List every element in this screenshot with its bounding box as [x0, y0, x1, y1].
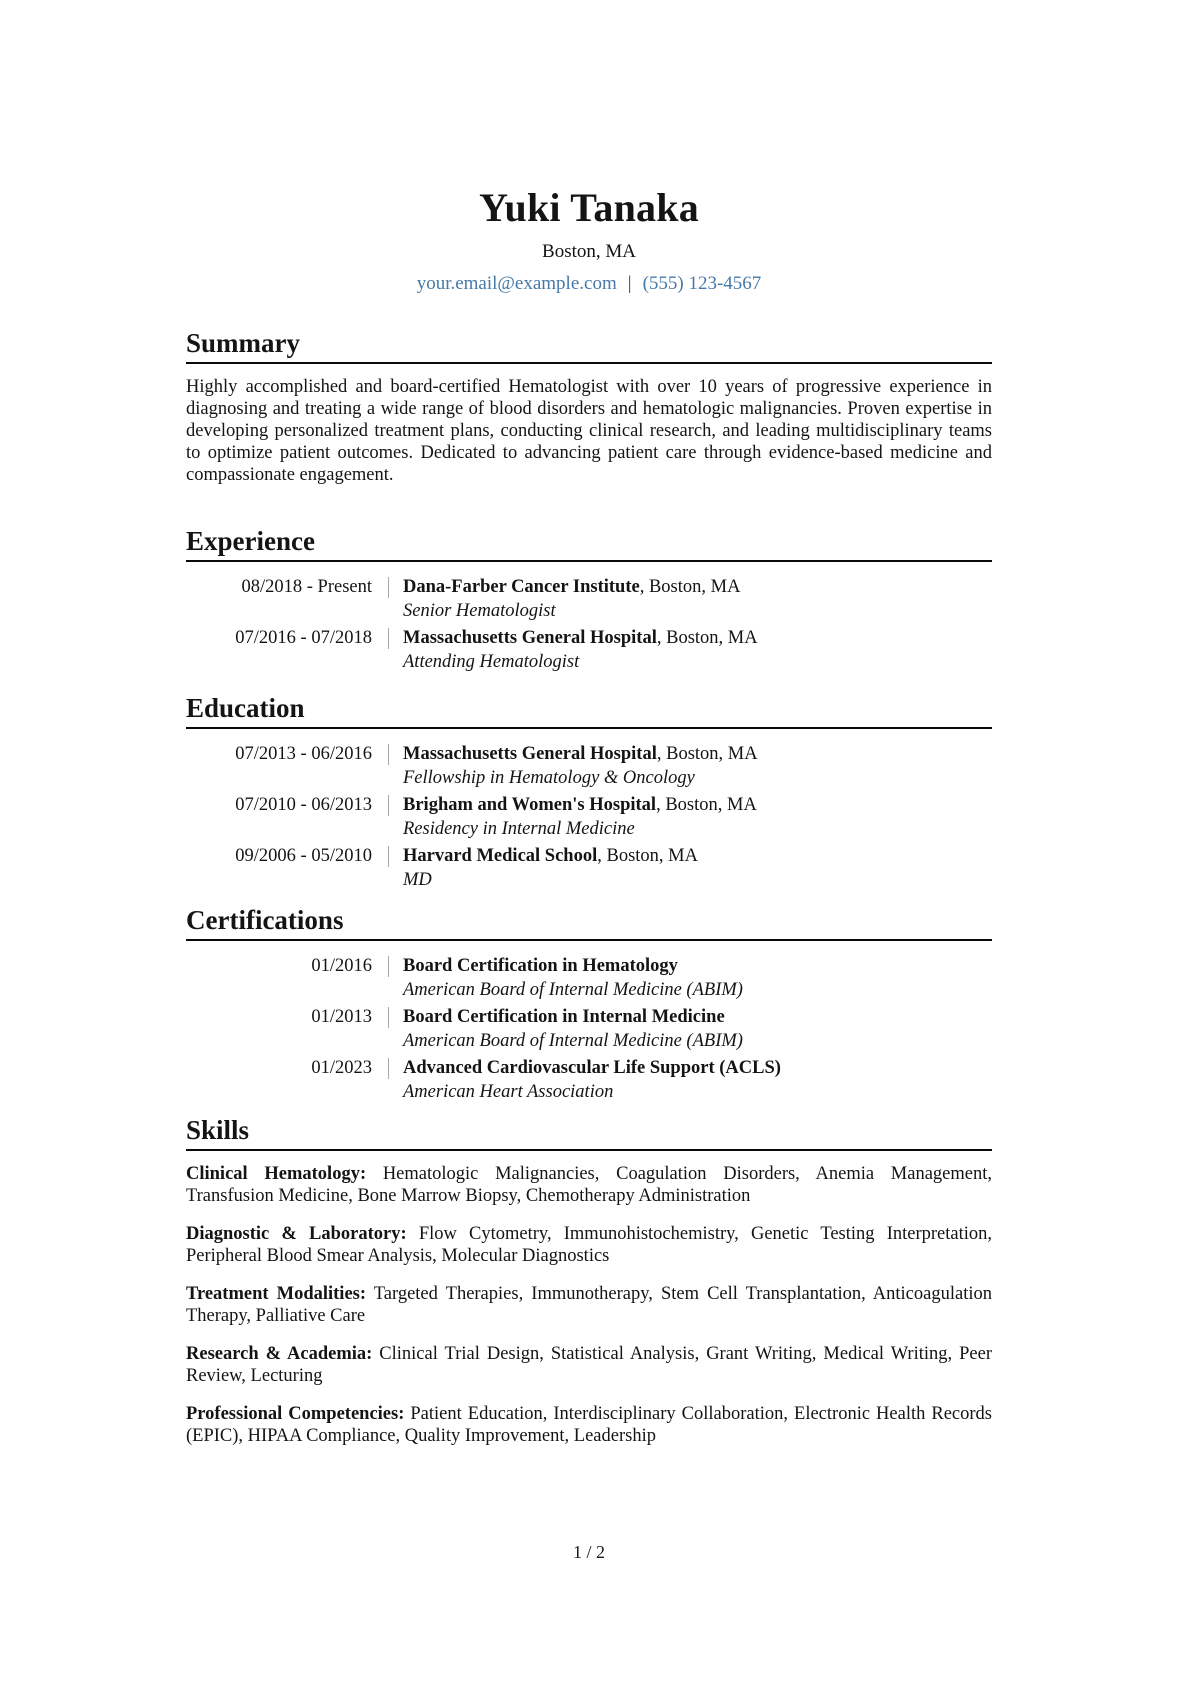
- entry-date: 01/2016: [311, 956, 372, 976]
- certification-entry: [186, 954, 992, 1002]
- certification-name: Advanced Cardiovascular Life Support (ACLS): [403, 1058, 781, 1078]
- entry-location: , Boston, MA: [656, 744, 758, 764]
- entry-title-line: [403, 742, 992, 766]
- education-entry: [186, 844, 992, 892]
- entry-location: , Boston, MA: [597, 846, 698, 866]
- entry-degree: MD: [403, 870, 432, 890]
- page-number: 1 / 2: [572, 1542, 605, 1562]
- section-education: [186, 695, 992, 895]
- skill-category-label: Professional Competencies:: [186, 1404, 405, 1424]
- skill-category-label: Research & Academia:: [186, 1344, 373, 1364]
- entry-title-line: [403, 575, 992, 599]
- entry-degree: Fellowship in Hematology & Oncology: [403, 768, 695, 788]
- entry-divider: [372, 844, 403, 892]
- skill-item: [186, 1343, 992, 1387]
- skills-list: [186, 1163, 992, 1447]
- resume-content: [186, 0, 992, 1683]
- entry-title-line: [403, 1056, 992, 1080]
- entry-date: 07/2016 - 07/2018: [235, 628, 372, 648]
- entry-date: 01/2023: [311, 1058, 372, 1078]
- contact-separator: |: [627, 273, 632, 294]
- entry-location: , Boston, MA: [656, 795, 757, 815]
- section-skills: [186, 1117, 992, 1447]
- entry-location: , Boston, MA: [639, 577, 741, 597]
- certification-entries: [186, 954, 992, 1104]
- section-certifications: [186, 907, 992, 1107]
- experience-entry: [186, 626, 992, 674]
- person-location: Boston, MA: [542, 241, 636, 262]
- entry-title-line: [403, 1005, 992, 1029]
- education-title: Education: [186, 695, 992, 729]
- entry-date: 01/2013: [311, 1007, 372, 1027]
- resume-header: [186, 185, 992, 294]
- skill-category-label: Diagnostic & Laboratory:: [186, 1224, 407, 1244]
- skill-category-label: Treatment Modalities:: [186, 1284, 367, 1304]
- skills-title: Skills: [186, 1117, 992, 1151]
- entry-date: 08/2018 - Present: [241, 577, 372, 597]
- entry-divider: [372, 954, 403, 1002]
- education-entry: [186, 793, 992, 841]
- entry-organization: Massachusetts General Hospital: [403, 628, 657, 648]
- certification-issuer: American Heart Association: [403, 1082, 614, 1102]
- certifications-title: Certifications: [186, 907, 992, 941]
- entry-divider: [372, 575, 403, 623]
- entry-organization: Massachusetts General Hospital: [403, 744, 657, 764]
- skill-values: Hematologic Malignancies, Coagulation Disorders, Anemia Management, Transfusion Medicine, Bone Marrow Biopsy, Chemotherapy Administration: [186, 1164, 992, 1206]
- entry-degree: Residency in Internal Medicine: [403, 819, 635, 839]
- skill-item: [186, 1163, 992, 1207]
- education-entries: [186, 742, 992, 892]
- entry-location: , Boston, MA: [656, 628, 758, 648]
- certification-name: Board Certification in Internal Medicine: [403, 1007, 725, 1027]
- certification-entry: [186, 1005, 992, 1053]
- entry-divider: [372, 626, 403, 674]
- entry-organization: Dana-Farber Cancer Institute: [403, 577, 640, 597]
- entry-role: Attending Hematologist: [403, 652, 580, 672]
- entry-title-line: [403, 954, 992, 978]
- entry-date: 07/2013 - 06/2016: [235, 744, 372, 764]
- entry-divider: [372, 1056, 403, 1104]
- contact-line: [186, 274, 992, 293]
- skill-item: [186, 1403, 992, 1447]
- entry-organization: Harvard Medical School: [403, 846, 598, 866]
- entry-divider: [372, 1005, 403, 1053]
- skill-item: [186, 1223, 992, 1267]
- certification-name: Board Certification in Hematology: [403, 956, 678, 976]
- education-entry: [186, 742, 992, 790]
- skill-item: [186, 1283, 992, 1327]
- certification-issuer: American Board of Internal Medicine (ABIM): [403, 1031, 743, 1051]
- experience-entries: [186, 575, 992, 674]
- section-experience: [186, 528, 992, 677]
- summary-title: Summary: [186, 330, 992, 364]
- skill-values: Clinical Trial Design, Statistical Analysis, Grant Writing, Medical Writing, Peer Review, Lecturing: [186, 1344, 993, 1386]
- skill-category-label: Clinical Hematology:: [186, 1164, 367, 1184]
- entry-organization: Brigham and Women's Hospital: [403, 795, 657, 815]
- summary-text: Highly accomplished and board-certified Hematologist with over 10 years of progressive experience in diagnosing and treating a wide range of blood disorders and hematologic malignancies. Proven expertise in developing personalized treatment plans, conducting clinical research, and leading multidisciplinary teams to optimize patient outcomes. Dedicated to advancing patient care through evidence-based medicine and compassionate engagement.: [186, 377, 992, 485]
- entry-divider: [372, 742, 403, 790]
- skill-values: Flow Cytometry, Immunohistochemistry, Genetic Testing Interpretation, Peripheral Blood Smear Analysis, Molecular Diagnostics: [186, 1224, 992, 1266]
- entry-title-line: [403, 626, 992, 650]
- skill-values: Targeted Therapies, Immunotherapy, Stem Cell Transplantation, Anticoagulation Therapy, Palliative Care: [186, 1284, 992, 1326]
- entry-divider: [372, 793, 403, 841]
- certification-issuer: American Board of Internal Medicine (ABIM): [403, 980, 743, 1000]
- email-link[interactable]: your.email@example.com: [416, 273, 617, 294]
- certification-entry: [186, 1056, 992, 1104]
- person-name: Yuki Tanaka: [479, 185, 699, 230]
- entry-title-line: [403, 793, 992, 817]
- phone-link[interactable]: (555) 123-4567: [642, 273, 762, 294]
- entry-date: 07/2010 - 06/2013: [235, 795, 372, 815]
- experience-title: Experience: [186, 528, 992, 562]
- entry-title-line: [403, 844, 992, 868]
- section-summary: [186, 330, 992, 486]
- skill-values: Patient Education, Interdisciplinary Collaboration, Electronic Health Records (EPIC), HIPAA Compliance, Quality Improvement, Leadership: [186, 1404, 992, 1446]
- experience-entry: [186, 575, 992, 623]
- entry-role: Senior Hematologist: [403, 601, 556, 621]
- entry-date: 09/2006 - 05/2010: [235, 846, 372, 866]
